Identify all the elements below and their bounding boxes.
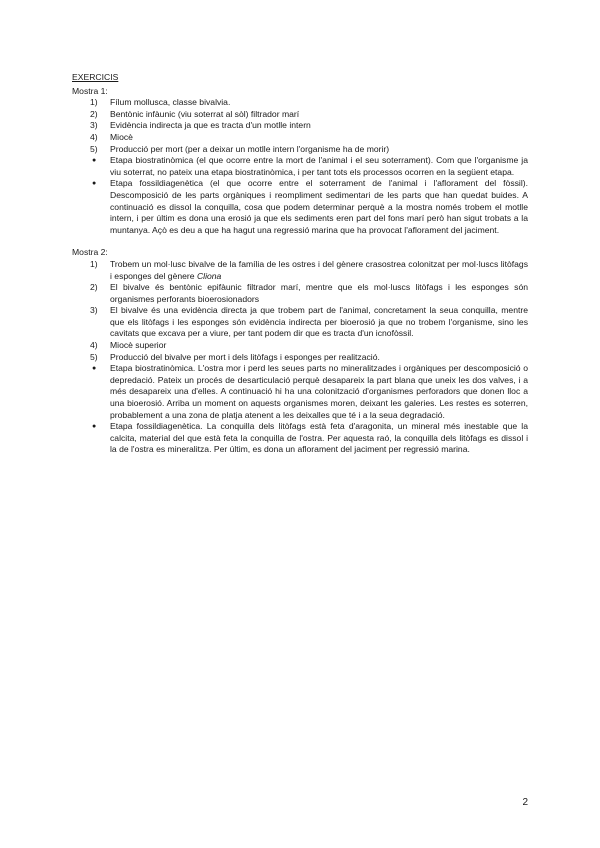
document-body xyxy=(72,72,528,456)
bullet-item: ● Etapa biostratinòmica (el que ocorre entre la mort de l'animal i el seu soterrament). Com que l'organisme ja viu soterrat, no pateix una etapa biostratinòmica, i per tant tots els processos ocorren en la següent etapa. xyxy=(92,155,528,177)
page-number: 2 xyxy=(522,797,528,808)
list-item: 4) Miocè superior xyxy=(90,340,167,351)
list-item: 5) Producció per mort (per a deixar un motlle intern l'organisme ha de morir) xyxy=(90,143,390,154)
bullet-item: ● Etapa fossildiagenètica. La conquilla dels litòfags està feta d'aragonita, un mineral més inestable que la calcita, material del que està feta la conquilla de l'ostra. Per aquesta raó, la conquilla dels litòfags es dissol i la de l'ostra es mineralitza. Per últim, es dona un aflorament del jaciment per regressió marina. xyxy=(92,421,528,455)
list-item: 2) El bivalve és bentònic epifàunic filtrador marí, mentre que els mol·luscs litòfags i les esponges són organismes perforants bioerosionadors xyxy=(90,282,528,304)
genus-name: Cliona xyxy=(196,270,222,281)
bullet-icon: ● xyxy=(92,180,97,188)
list-item: 5) Producció del bivalve per mort i dels litòfags i esponges per realització. xyxy=(90,351,380,362)
list-item: 1) Fílum mollusca, classe bivalvia. xyxy=(90,97,231,108)
sample-1-section xyxy=(72,86,528,237)
page-heading: EXERCICIS xyxy=(72,72,119,82)
sample-1-title: Mostra 1: xyxy=(72,85,108,96)
bullet-icon: ● xyxy=(92,365,97,373)
list-item: 3) El bivalve és una evidència directa ja que trobem part de l'animal, concretament la seua conquilla, mentre que els litòfags i les esponges són evidència indirecta per bioerosió ja que no trobem l'organisme, sino les cavitats que excava per a viure, per tant podem dir que es tracta d'un icnofòssil. xyxy=(90,305,528,339)
sample-2-section xyxy=(72,247,528,456)
sample-2-title: Mostra 2: xyxy=(72,247,108,258)
list-item: 3) Evidència indirecta ja que es tracta d'un motlle intern xyxy=(90,120,311,131)
list-item: 1) Trobem un mol·lusc bivalve de la família de les ostres i del gènere crasostrea colonitzat per mol·luscs litòfags i esponges del gènere Cliona xyxy=(90,258,528,281)
bullet-item: ● Etapa biostratinòmica. L'ostra mor i perd les seues parts no mineralitzades i orgàniques per descomposició o depredació. Pateix un procés de desarticulació perquè desapareix la part blana que uneix les dos valves, i a més desapareix una d'elles. A continuació hi ha una colonització d'organismes perforadors que donen lloc a una bioerosió. Arriba un moment on aquests organismes moren, deixant les galeries. Les restes es soterren, probablement a una zona de platja atenent a les deixalles que té i a la seua degradació. xyxy=(92,363,528,420)
list-item: 2) Bentònic infàunic (viu soterrat al sòl) filtrador marí xyxy=(90,108,300,119)
bullet-icon: ● xyxy=(92,157,97,165)
sample-2-answers xyxy=(72,259,528,456)
list-item: 4) Miocè xyxy=(90,131,133,142)
sample-1-answers xyxy=(72,97,528,236)
bullet-icon: ● xyxy=(92,423,97,431)
bullet-item: ● Etapa fossildiagenètica (el que ocorre entre el soterrament de l'animal i l'aflorament del fòssil). Descomposició de les parts orgàniques i reompliment sedimentari de les parts que han quedat buides. A continuació es dissol la conquilla, cosa que podem determinar perquè a la mostra només trobem el motlle intern, i per últim es dona una erosió ja que els sediments eren part del fons marí però han sigut trobats a la muntanya. Açò es deu a que ha hagut una regressió marina que ha provocat l'aflorament del jaciment. xyxy=(92,178,528,235)
